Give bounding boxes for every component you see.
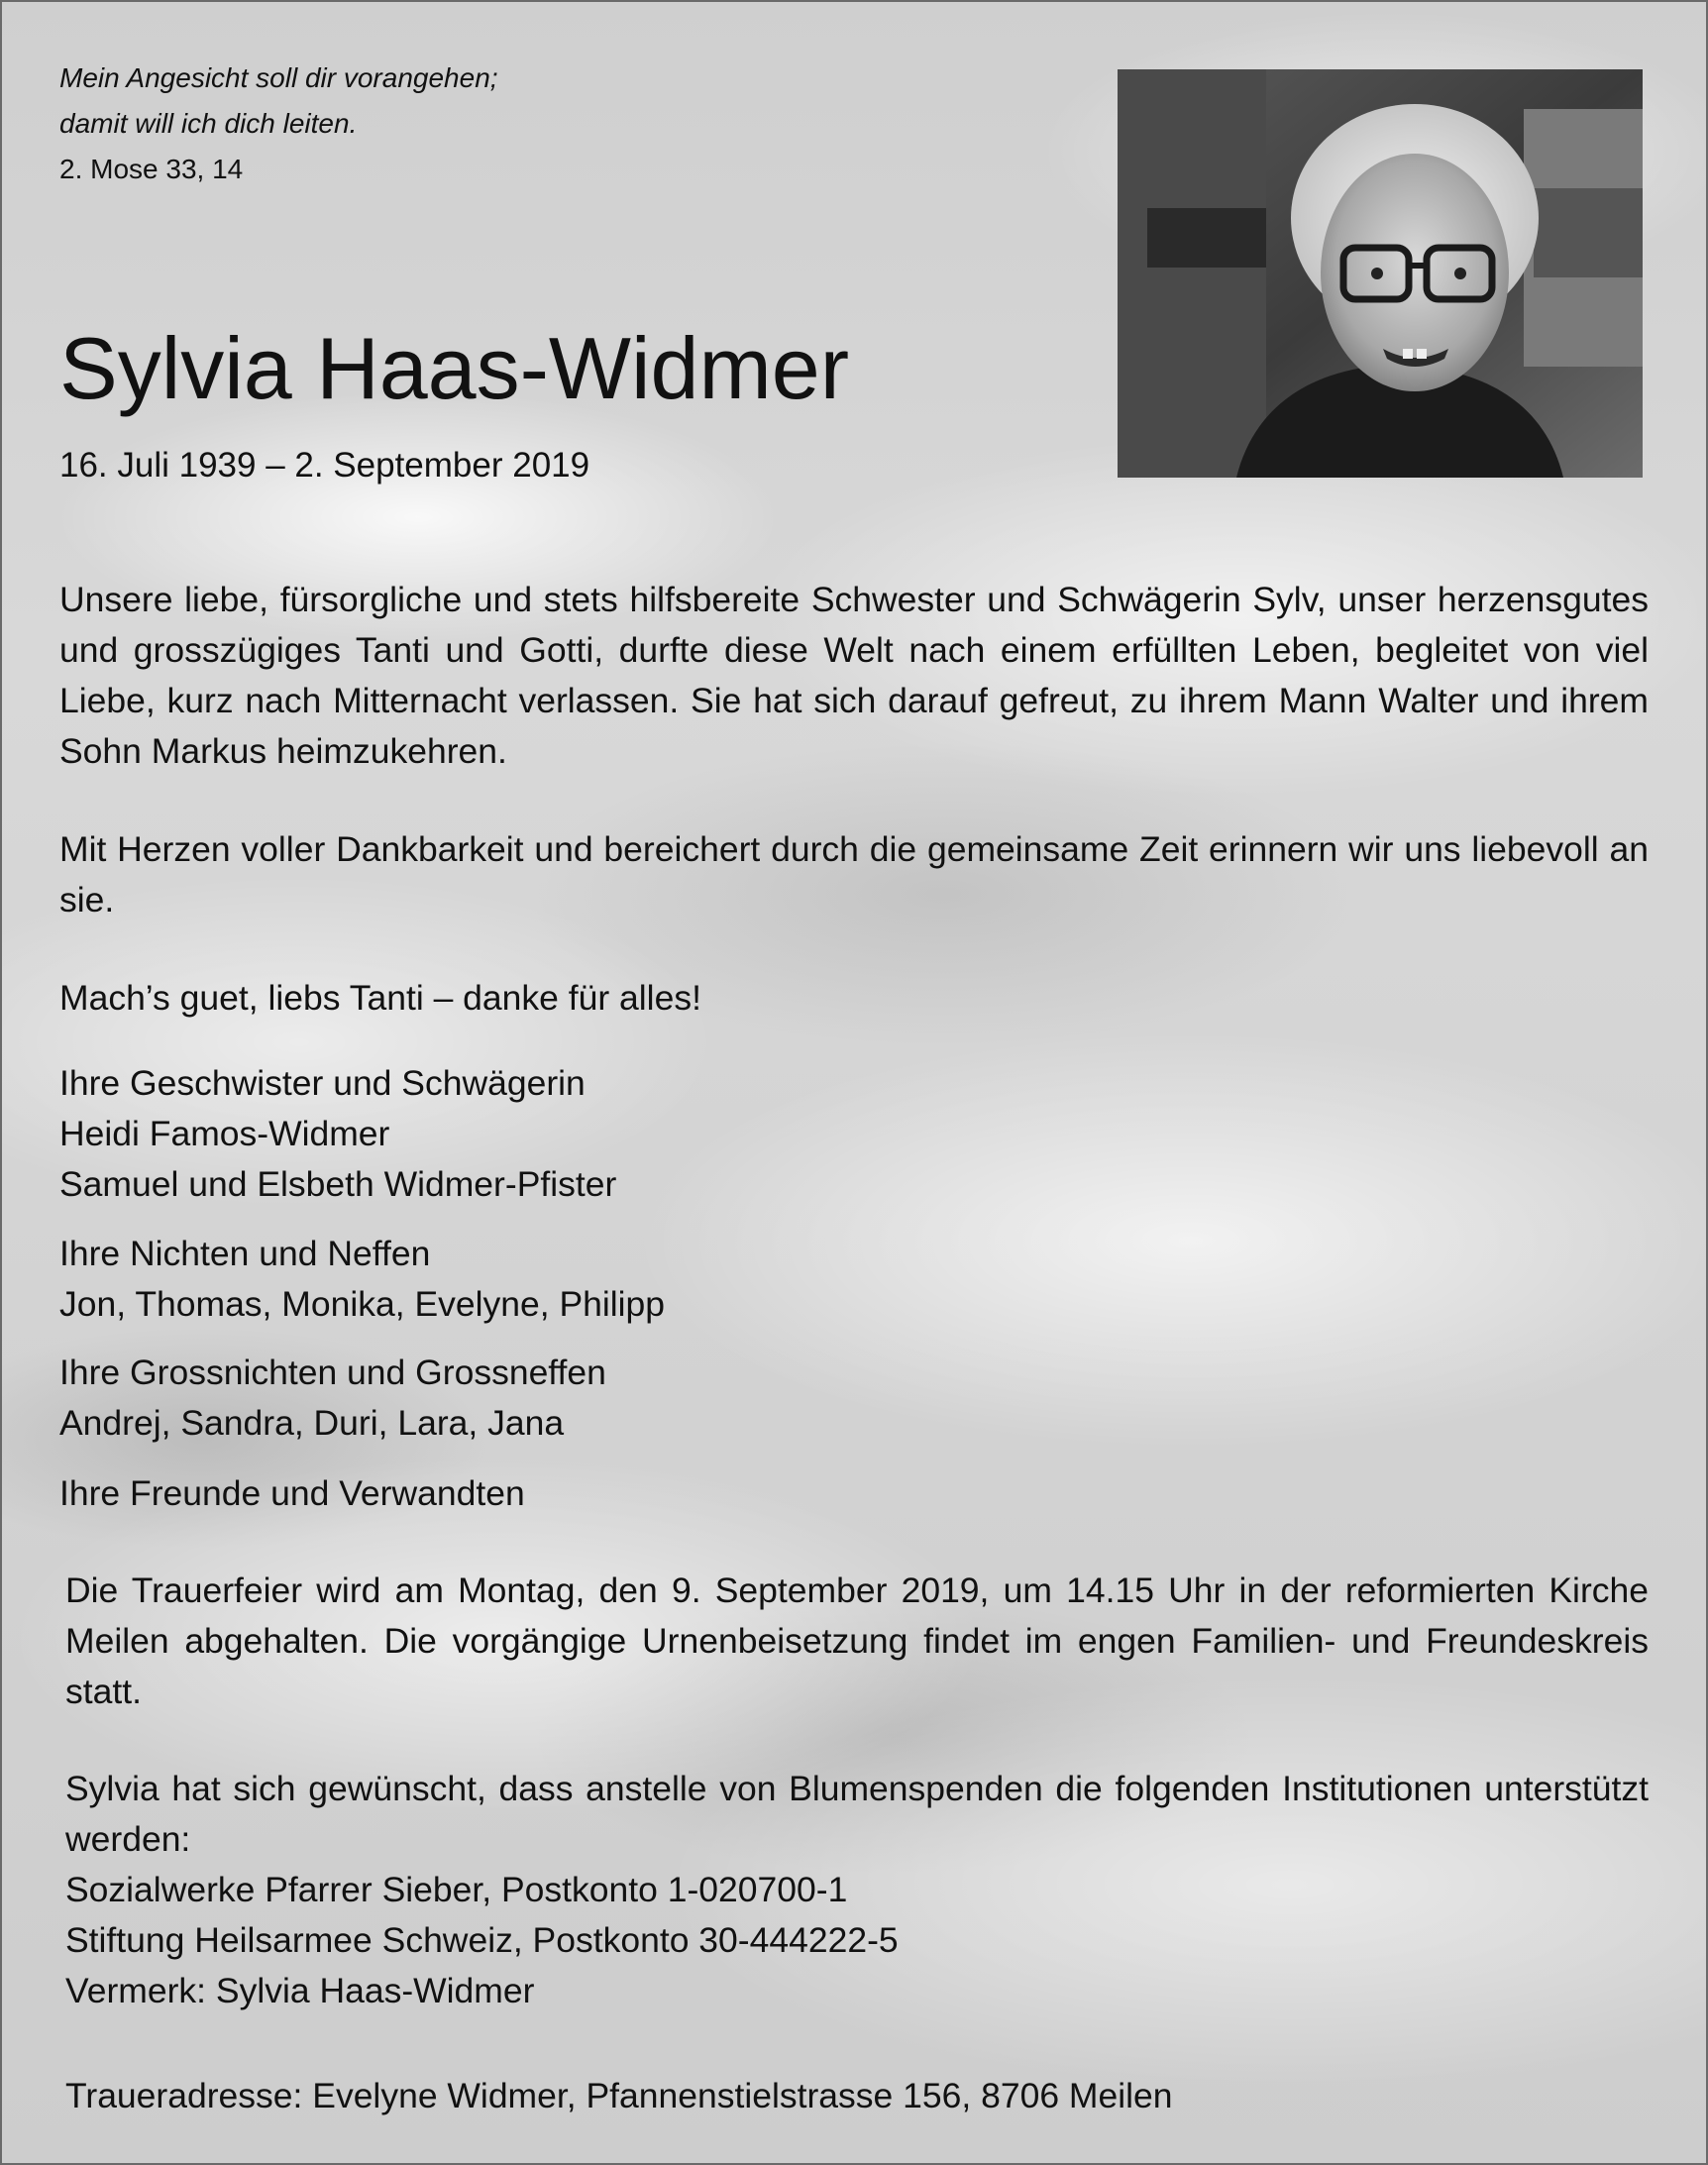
- family-member: Jon, Thomas, Monika, Evelyne, Philipp: [59, 1284, 666, 1324]
- funeral-announcement: Die Trauerfeier wird am Montag, den 9. September 2019, um 14.15 Uhr in der reformierten Kirche Meilen abgehalten. Die vorgängige Urnenbeisetzung findet im engen Familien- und Freundeskreis statt.: [65, 1570, 1649, 1711]
- family-heading-nieces: Ihre Nichten und Neffen: [59, 1234, 431, 1273]
- bible-verse: [59, 55, 812, 192]
- verse-line-2: damit will ich dich leiten.: [59, 108, 358, 139]
- portrait-photo: [1118, 69, 1643, 478]
- family-group-friends: [59, 1468, 1248, 1519]
- family-member: Samuel und Elsbeth Widmer-Pfister: [59, 1164, 617, 1204]
- verse-line-1: Mein Angesicht soll dir vorangehen;: [59, 62, 498, 93]
- obituary-paragraph-1: Unsere liebe, fürsorgliche und stets hilfsbereite Schwester und Schwägerin Sylv, unser herzensgutes und grosszügiges Tanti und Gotti, durfte diese Welt nach einem erfüllten Leben, begleitet von viel Liebe, kurz nach Mitternacht verlassen. Sie hat sich darauf gefreut, zu ihrem Mann Walter und ihrem Sohn Markus heimzukehren.: [59, 580, 1649, 771]
- life-dates: 16. Juli 1939 – 2. September 2019: [59, 446, 590, 485]
- family-group-nieces: [59, 1229, 1248, 1330]
- donation-account-2: Stiftung Heilsarmee Schweiz, Postkonto 30-444222-5: [65, 1920, 899, 1960]
- family-heading-grandnieces: Ihre Grossnichten und Grossneffen: [59, 1353, 606, 1392]
- donation-intro: Sylvia hat sich gewünscht, dass anstelle von Blumenspenden die folgenden Institutionen unterstützt werden:: [65, 1769, 1649, 1859]
- farewell-line: Mach’s guet, liebs Tanti – danke für alles!: [59, 978, 701, 1018]
- family-group-siblings: [59, 1058, 1248, 1210]
- donation-note: Vermerk: Sylvia Haas-Widmer: [65, 1971, 535, 2010]
- mourning-address: Traueradresse: Evelyne Widmer, Pfannenstielstrasse 156, 8706 Meilen: [65, 2076, 1173, 2115]
- family-heading-friends: Ihre Freunde und Verwandten: [59, 1473, 525, 1513]
- family-member: Heidi Famos-Widmer: [59, 1114, 390, 1153]
- obituary-paragraph-2: Mit Herzen voller Dankbarkeit und bereichert durch die gemeinsame Zeit erinnern wir uns liebevoll an sie.: [59, 829, 1649, 920]
- family-group-grandnieces: [59, 1348, 1248, 1449]
- donation-list: [65, 1865, 899, 2016]
- deceased-name: Sylvia Haas-Widmer: [59, 319, 850, 417]
- portrait-image: [1118, 69, 1643, 478]
- donation-account-1: Sozialwerke Pfarrer Sieber, Postkonto 1-020700-1: [65, 1870, 848, 1909]
- family-heading-siblings: Ihre Geschwister und Schwägerin: [59, 1063, 586, 1103]
- family-member: Andrej, Sandra, Duri, Lara, Jana: [59, 1403, 565, 1443]
- verse-reference: 2. Mose 33, 14: [59, 154, 244, 184]
